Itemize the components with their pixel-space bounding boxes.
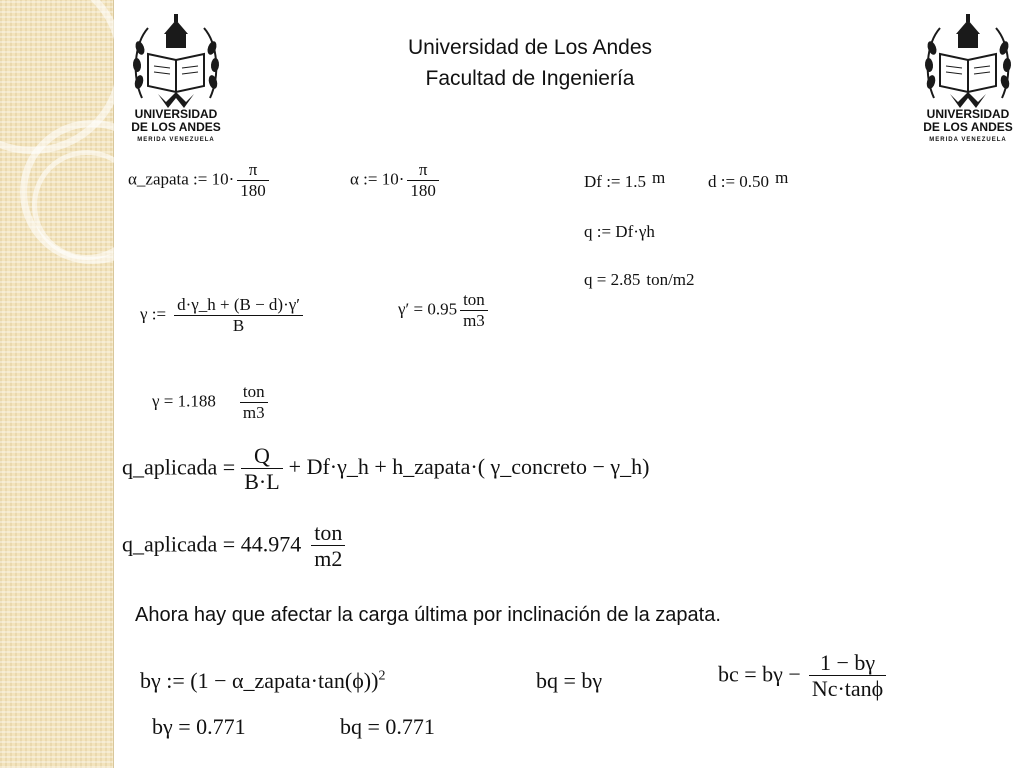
header-faculty: Facultad de Ingeniería [425,67,635,90]
fraction-numerator: Q [253,443,270,468]
fraction-denominator: 180 [237,180,269,201]
formula-unit: m [652,168,666,187]
formula-unit: m [775,168,789,187]
formula-rhs: + Df·γ_h + h_zapata·( γ_concreto − γ_h) [288,454,650,480]
formula-gamma-prime [398,290,488,331]
formula-text: Df := 1.5 [584,172,646,191]
formula-lhs: γ′ = 0.95 [398,299,458,319]
formula-b-gamma-definition [140,668,385,694]
logo-text-left [128,108,224,147]
formula-alpha [350,160,439,201]
logo-line3: MERIDA VENEZUELA [137,137,215,143]
logo-text-right [920,108,1016,147]
formula-lhs: γ := [140,304,167,324]
formula-lhs: q_aplicada = 44.974 [122,531,302,557]
fraction-numerator: π [248,160,258,179]
fraction [809,650,886,703]
fraction-denominator: B·L [241,468,282,495]
formula-exponent: 2 [378,668,386,684]
fraction [460,290,488,331]
fraction-numerator: ton [314,520,343,545]
fraction [237,160,269,201]
formula-d [708,168,789,192]
fraction-denominator: m3 [460,310,488,331]
fraction-denominator: 180 [407,180,439,201]
formula-bq-definition: bq = bγ [536,668,603,693]
fraction-numerator: ton [242,382,265,401]
logo-line2: DE LOS ANDES [131,120,221,134]
formula-gamma-definition [140,295,303,336]
formula-gamma-value [152,382,268,423]
header-university: Universidad de Los Andes [408,36,652,59]
formula-lhs: α := 10· [350,169,405,189]
fraction [240,382,268,423]
formula-text: d := 0.50 [708,172,770,191]
fraction-numerator: d·γ_h + (B − d)·γ′ [177,295,300,314]
fraction-numerator: ton [463,290,485,309]
fraction [311,520,345,573]
formula-unit: ton/m2 [646,270,695,289]
fraction-denominator: Nc·tanϕ [809,675,886,702]
formula-b-gamma-value: bγ = 0.771 [152,714,246,739]
formula-lhs: γ = 1.188 [152,391,216,411]
logo-line3: MERIDA VENEZUELA [929,137,1007,143]
formula-q-aplicada-definition [122,443,649,496]
formula-lhs: α_zapata := 10· [128,169,235,189]
formula-df [584,168,666,192]
formula-lhs: q_aplicada = [122,454,236,480]
fraction-denominator: B [174,315,303,336]
page-header [300,32,760,94]
fraction-denominator: m2 [311,545,345,572]
decorative-ring [32,150,142,260]
logo-line2: DE LOS ANDES [923,120,1013,134]
formula-q-value [584,270,695,290]
fraction [407,160,439,201]
fraction-denominator: m3 [240,402,268,423]
formula-q-definition: q := Df·γh [584,222,655,241]
formula-alpha-zapata [128,160,269,201]
logo-line1: UNIVERSIDAD [134,107,218,121]
formula-q-aplicada-value [122,520,345,573]
fraction-numerator: π [418,160,428,179]
narrative-text: Ahora hay que afectar la carga última por inclinación de la zapata. [135,604,721,626]
formula-bq-value: bq = 0.771 [340,714,435,739]
fraction [174,295,303,336]
fraction [241,443,282,496]
formula-lhs: bc = bγ − [718,661,801,687]
formula-bc-definition [718,650,886,703]
logo-line1: UNIVERSIDAD [926,107,1010,121]
formula-text: bγ := (1 − α_zapata·tan(ϕ)) [140,668,379,693]
fraction-numerator: 1 − bγ [819,650,876,675]
formula-text: q = 2.85 [584,270,641,289]
